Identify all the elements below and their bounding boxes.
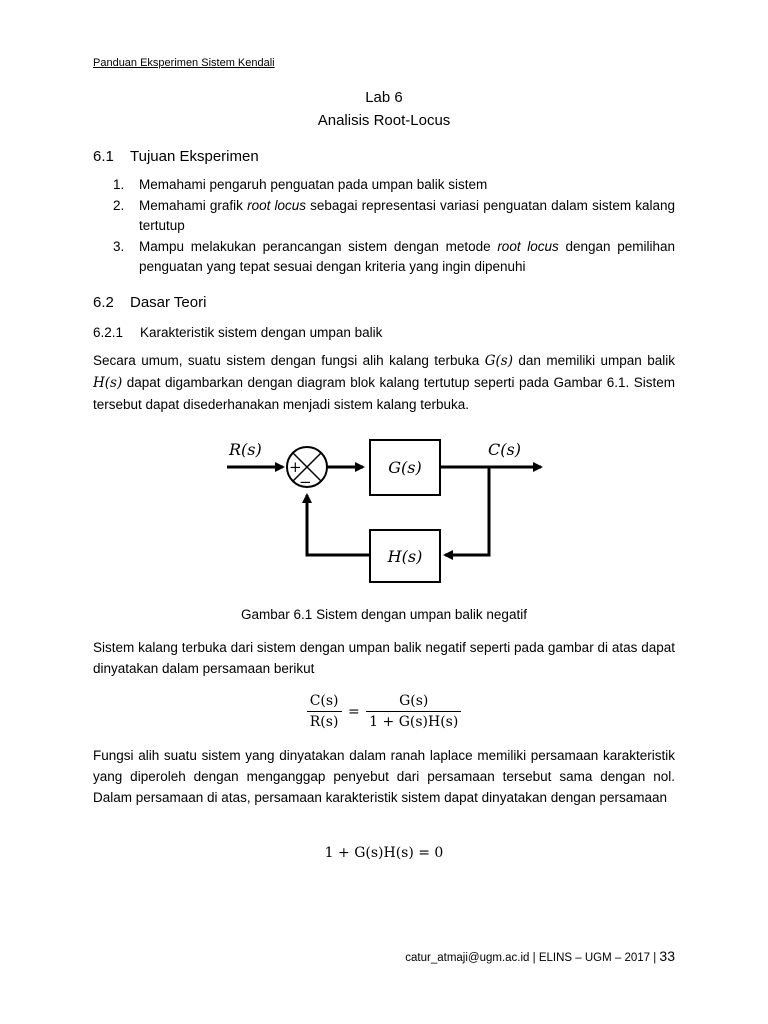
equals-sign: = <box>347 703 360 720</box>
rhs-numerator: G(s) <box>366 692 461 712</box>
inline-math: G(s) <box>484 353 513 369</box>
paragraph-characteristic: Fungsi alih suatu sistem yang dinyatakan dalam ranah laplace memiliki persamaan karakteristik yang diperoleh dengan menganggap penyebut dari persamaan tersebut sama dengan nol. Dalam persamaan di atas, persamaan karakteristik sistem dapat dinyatakan dengan persamaan <box>93 748 675 805</box>
list-emphasis: root locus <box>497 238 559 254</box>
output-label: C(s) <box>488 440 521 459</box>
equation-characteristic: 1 + G(s)H(s) = 0 <box>324 845 444 861</box>
inline-math: H(s) <box>93 375 123 391</box>
list-text: Memahami grafik <box>139 197 248 213</box>
lab-topic-title: Analisis Root-Locus <box>317 112 451 129</box>
list-item <box>113 175 675 196</box>
feedback-path-in <box>445 467 489 555</box>
subsection-heading-6-2-1 <box>93 325 382 340</box>
feedback-block-label: H(s) <box>387 547 423 566</box>
section-number: 6.1 <box>93 148 114 165</box>
objectives-list <box>113 175 675 278</box>
list-item <box>113 196 675 237</box>
paragraph-closed-loop: Sistem kalang terbuka dari sistem dengan umpan balik negatif seperti pada gambar di atas dapat dinyatakan dalam persamaan berikut <box>93 640 675 676</box>
list-number: 2. <box>113 197 125 213</box>
list-text: dengan pemilihan penguatan yang tepat sesuai dengan kriteria yang ingin dipenuhi <box>139 238 675 274</box>
list-text: Mampu melakukan perancangan sistem dengan metode <box>139 238 498 254</box>
list-text: Memahami pengaruh penguatan pada umpan balik sistem <box>139 177 488 192</box>
page-footer <box>405 948 675 964</box>
input-label: R(s) <box>229 440 262 459</box>
list-number: 3. <box>113 238 125 254</box>
rhs-denominator: 1 + G(s)H(s) <box>369 714 459 730</box>
lab-number-title: Lab 6 <box>365 89 403 106</box>
fraction-rhs <box>366 692 461 731</box>
section-title: Dasar Teori <box>130 294 207 311</box>
lhs-denominator: R(s) <box>309 714 339 730</box>
section-heading-6-1 <box>93 148 259 165</box>
paragraph-text: dapat digambarkan dengan diagram blok kalang tertutup seperti pada Gambar 6.1. Sistem tersebut dapat disederhanakan menjadi sistem kalang terbuka. <box>93 375 675 412</box>
list-item <box>113 237 675 278</box>
list-emphasis: root locus <box>247 197 307 213</box>
paragraph-intro <box>93 350 675 415</box>
plus-sign: + <box>289 458 302 476</box>
paragraph-text: dan memiliki umpan balik <box>513 353 675 368</box>
list-number: 1. <box>113 177 125 192</box>
subsection-title: Karakteristik sistem dengan umpan balik <box>140 325 383 340</box>
fraction-lhs <box>307 692 342 731</box>
list-text: sebagai representasi variasi penguatan dalam sistem kalang tertutup <box>139 197 675 233</box>
section-number: 6.2 <box>93 294 114 311</box>
forward-block-label: G(s) <box>388 458 422 477</box>
footer-text: catur_atmaji@ugm.ac.id | ELINS – UGM – 2017 | <box>405 952 660 964</box>
section-title: Tujuan Eksperimen <box>130 148 259 165</box>
equation-transfer-function <box>281 692 487 731</box>
page-number: 33 <box>659 948 675 964</box>
block-diagram <box>215 425 555 585</box>
minus-sign: − <box>299 473 312 491</box>
lhs-numerator: C(s) <box>307 692 342 712</box>
running-header: Panduan Eksperimen Sistem Kendali <box>93 57 275 69</box>
figure-caption: Gambar 6.1 Sistem dengan umpan balik negatif <box>241 607 527 622</box>
section-heading-6-2 <box>93 294 206 311</box>
feedback-path-out <box>307 495 370 555</box>
paragraph-text: Secara umum, suatu sistem dengan fungsi alih kalang terbuka <box>93 353 485 368</box>
subsection-number: 6.2.1 <box>93 325 124 340</box>
